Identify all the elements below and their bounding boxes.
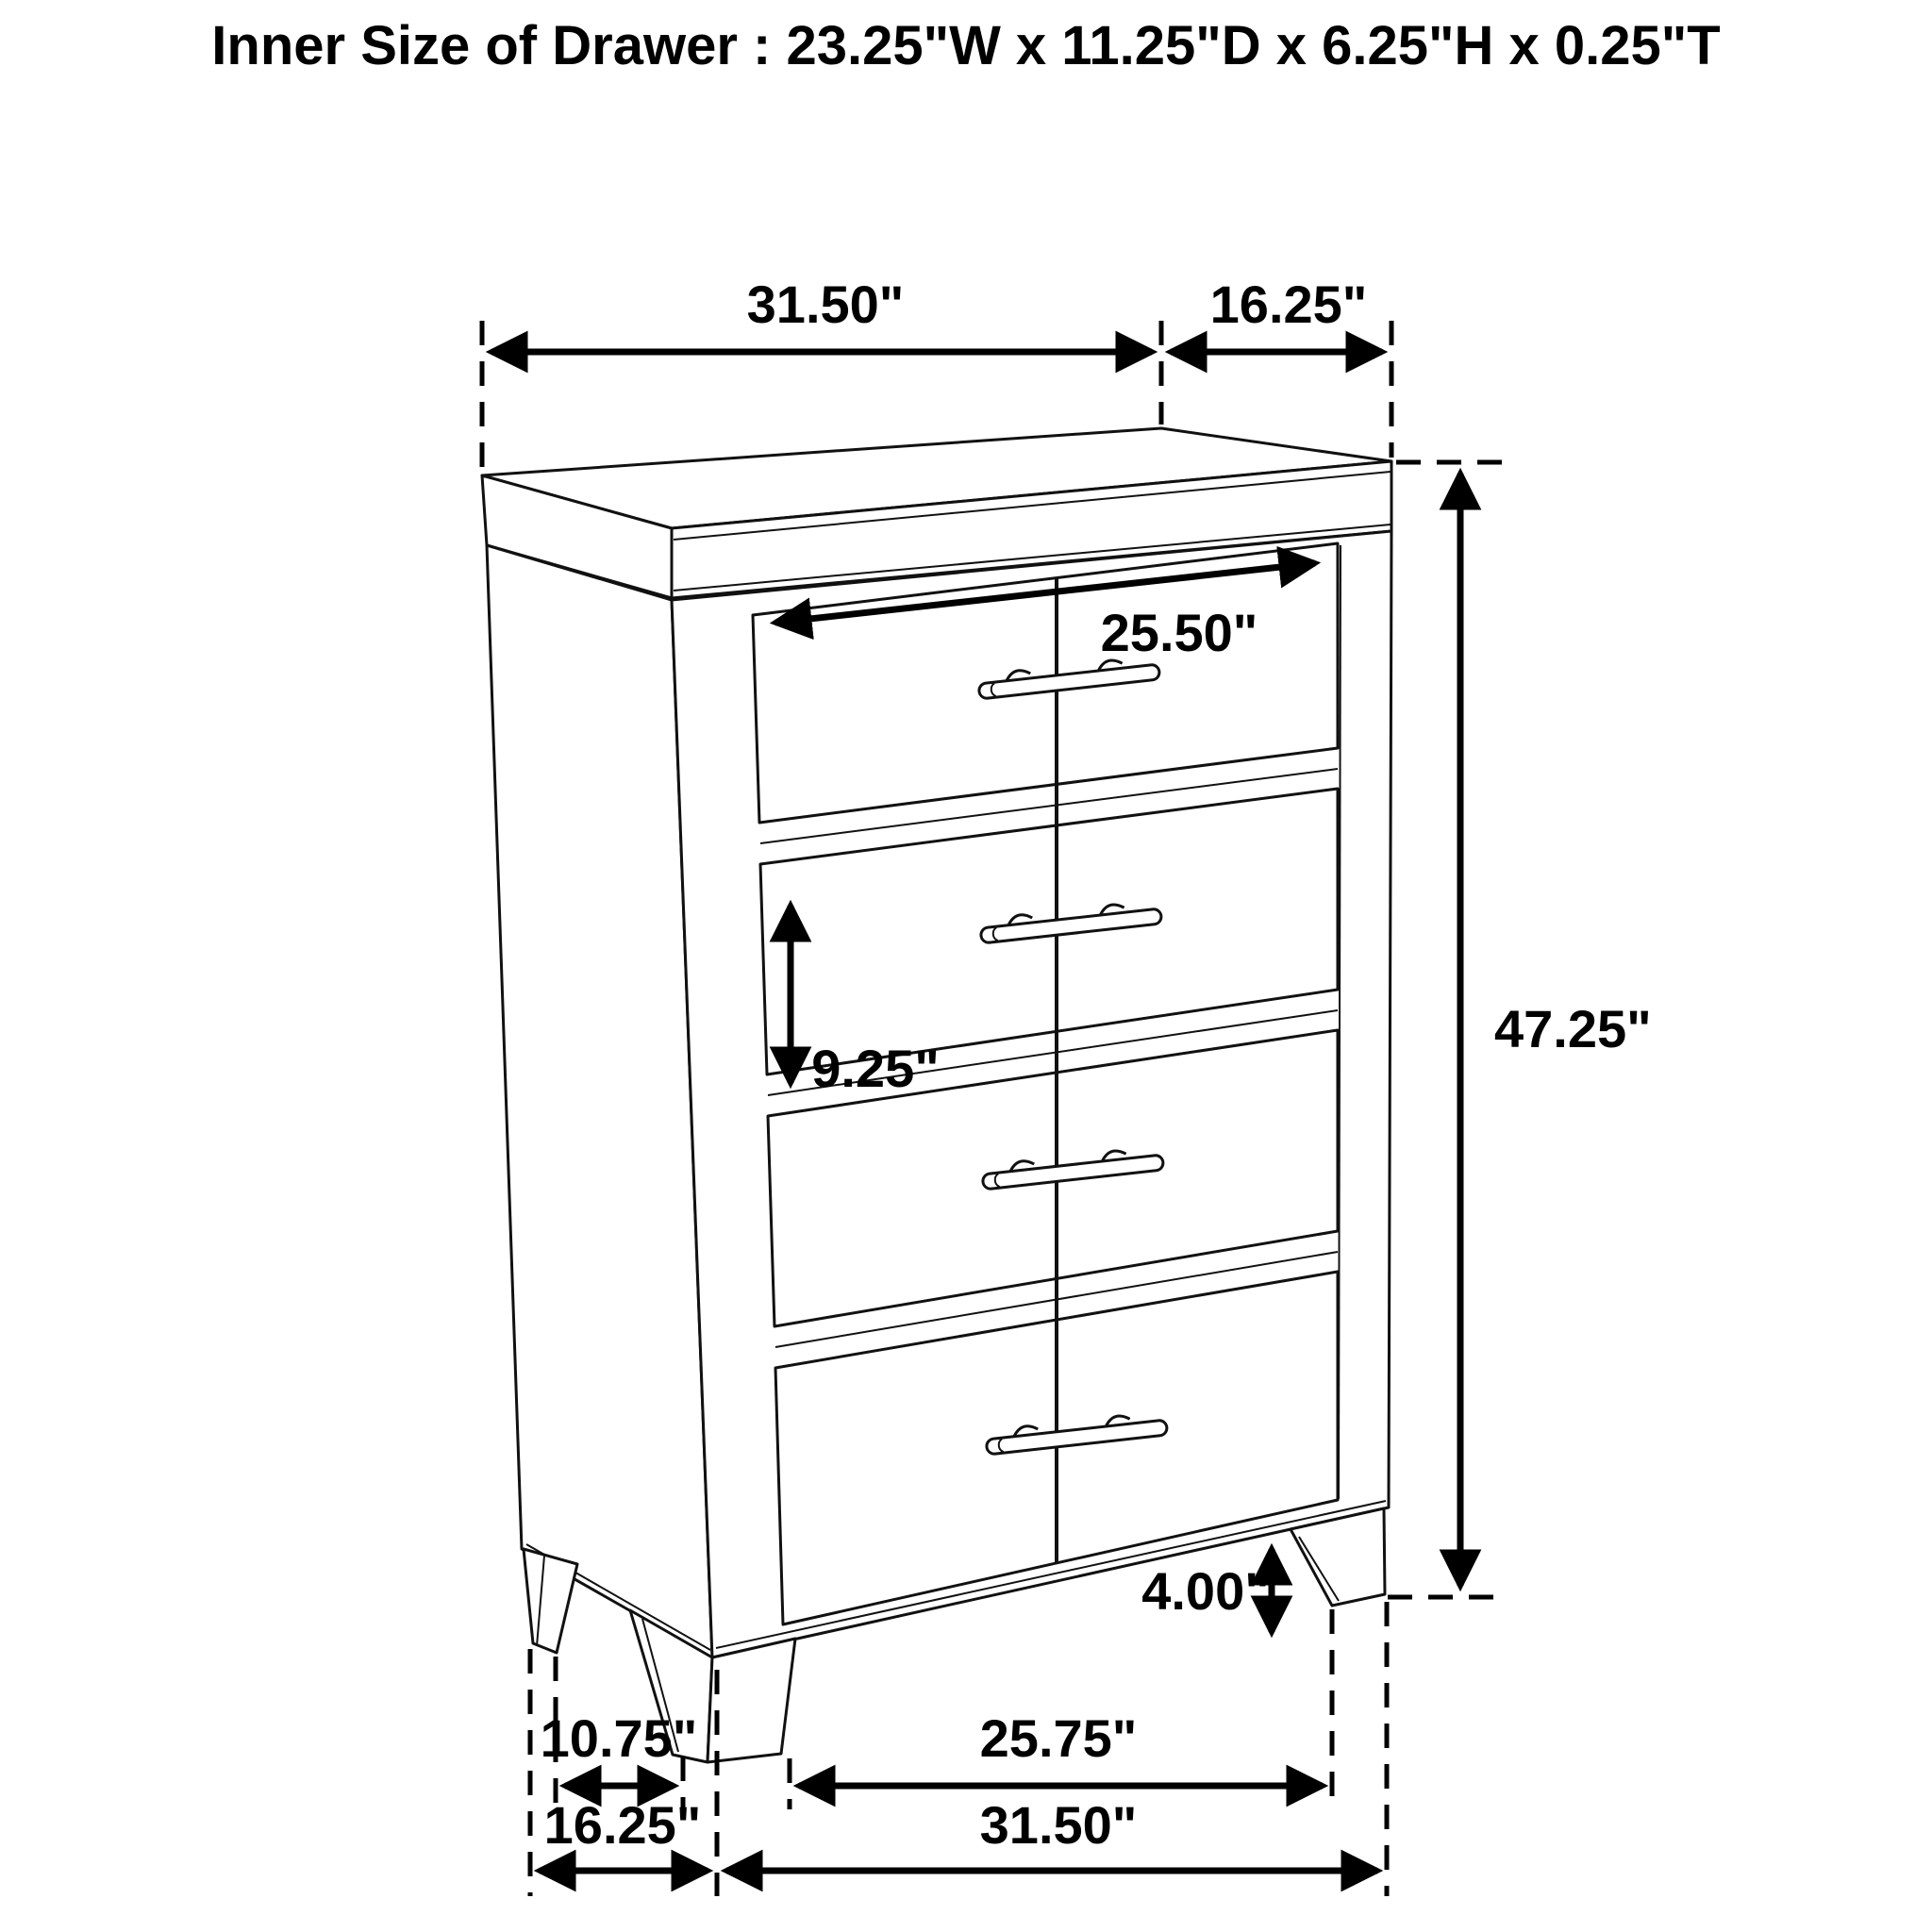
dim-label-drawer-width: 25.50" <box>1100 603 1258 662</box>
dim-label-leg-height: 4.00" <box>1141 1561 1270 1621</box>
dim-label-leg-gap-side: 10.75" <box>540 1708 698 1768</box>
dim-leg-gap-front <box>790 1609 1332 1809</box>
dim-top-depth <box>1171 275 1391 458</box>
dim-label-leg-gap-front: 25.75" <box>979 1708 1138 1768</box>
dim-label-base-depth: 16.25" <box>543 1795 702 1855</box>
leg-front-left-front-face <box>708 1639 795 1762</box>
dim-label-top-width: 31.50" <box>746 275 905 334</box>
dim-overall-height <box>1388 462 1652 1597</box>
dim-label-drawer-height: 9.25" <box>811 1039 940 1098</box>
dim-label-top-depth: 16.25" <box>1209 275 1368 334</box>
leg-back-left <box>524 1549 577 1653</box>
dim-leg-height <box>1141 1549 1272 1632</box>
dim-label-overall-height: 47.25" <box>1494 999 1652 1058</box>
dim-label-base-width: 31.50" <box>979 1795 1138 1855</box>
page-title: Inner Size of Drawer : 23.25"W x 11.25"D x 6.25"H x 0.25"T <box>211 15 1721 76</box>
